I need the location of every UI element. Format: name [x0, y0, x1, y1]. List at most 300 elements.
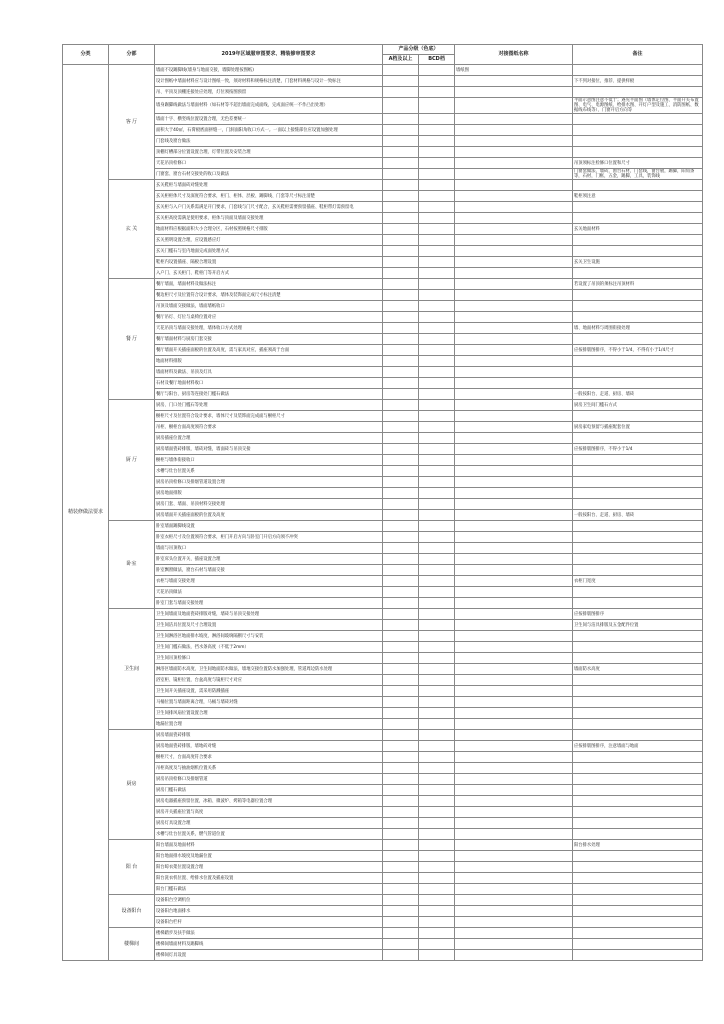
table-row — [63, 455, 703, 466]
remark-cell: 一般按阳台、走道、厨房、墙砖 — [573, 510, 703, 521]
requirement-cell: 石材及餐厅地面材料收口 — [155, 378, 383, 389]
grade-a-cell — [383, 906, 419, 917]
subcategory-cell: 厨房 — [109, 730, 155, 840]
requirement-cell: 天花吊顶做法 — [155, 587, 383, 598]
supplier-cell — [455, 312, 573, 323]
table-row — [63, 499, 703, 510]
remark-cell — [573, 147, 703, 158]
grade-bcd-cell — [419, 224, 455, 235]
table-row — [63, 76, 703, 87]
table-row — [63, 136, 703, 147]
grade-bcd-cell — [419, 752, 455, 763]
category-cell: 精装修做法要求 — [63, 65, 109, 961]
remark-cell — [573, 543, 703, 554]
remark-cell — [573, 653, 703, 664]
remark-cell — [573, 928, 703, 939]
remark-cell — [573, 334, 703, 345]
supplier-cell — [455, 807, 573, 818]
supplier-cell — [455, 708, 573, 719]
grade-a-cell — [383, 532, 419, 543]
supplier-cell — [455, 279, 573, 290]
table-row — [63, 862, 703, 873]
table-row — [63, 345, 703, 356]
supplier-cell — [455, 356, 573, 367]
table-row — [63, 675, 703, 686]
requirement-cell: 吊顶及墙面交接做法，墙面墙纸收口 — [155, 301, 383, 312]
grade-a-cell — [383, 136, 419, 147]
grade-bcd-cell — [419, 169, 455, 180]
supplier-cell — [455, 906, 573, 917]
supplier-cell — [455, 928, 573, 939]
table-row — [63, 785, 703, 796]
grade-bcd-cell — [419, 543, 455, 554]
grade-bcd-cell — [419, 906, 455, 917]
grade-a-cell — [383, 334, 419, 345]
table-row — [63, 741, 703, 752]
grade-bcd-cell — [419, 895, 455, 906]
remark-cell — [573, 301, 703, 312]
supplier-cell — [455, 257, 573, 268]
grade-a-cell — [383, 873, 419, 884]
supplier-cell — [455, 422, 573, 433]
supplier-cell — [455, 730, 573, 741]
remark-cell — [573, 895, 703, 906]
requirement-cell: 天花吊顶与墙面交接处理，墙体收口方式处理 — [155, 323, 383, 334]
supplier-cell — [455, 642, 573, 653]
supplier-cell — [455, 796, 573, 807]
requirement-cell: 设计图纸中墙面材料应与设计图纸一致，须对材料和规格标注清楚，门套材料规格与设计一致标注 — [155, 76, 383, 87]
remark-cell — [573, 356, 703, 367]
table-row — [63, 257, 703, 268]
supplier-cell — [455, 719, 573, 730]
grade-bcd-cell — [419, 730, 455, 741]
requirement-cell: 橱柜与墙体衔接收口 — [155, 455, 383, 466]
requirement-cell: 阳台墙面及地面材料 — [155, 840, 383, 851]
supplier-cell — [455, 158, 573, 169]
requirement-cell: 厨房插座位置合理 — [155, 433, 383, 444]
remark-cell — [573, 785, 703, 796]
remark-cell — [573, 884, 703, 895]
remark-cell — [573, 873, 703, 884]
table-row — [63, 708, 703, 719]
grade-a-cell — [383, 818, 419, 829]
remark-cell — [573, 290, 703, 301]
supplier-cell — [455, 774, 573, 785]
supplier-cell — [455, 202, 573, 213]
grade-bcd-cell — [419, 774, 455, 785]
supplier-cell — [455, 785, 573, 796]
table-row — [63, 169, 703, 180]
supplier-cell — [455, 433, 573, 444]
grade-bcd-cell — [419, 609, 455, 620]
remark-cell — [573, 950, 703, 961]
subcategory-cell: 餐 厅 — [109, 279, 155, 400]
requirement-cell: 厨房电器插座预留位置，冰箱、微波炉、烤箱等电器位置合理 — [155, 796, 383, 807]
grade-a-cell — [383, 708, 419, 719]
grade-a-cell — [383, 719, 419, 730]
grade-bcd-cell — [419, 76, 455, 87]
requirement-cell: 马桶位置与墙面距离合理，马桶与墙砖对缝 — [155, 697, 383, 708]
remark-cell: 玄关地面材料 — [573, 224, 703, 235]
requirement-cell: 淋浴区墙面防水高度、卫生间地面防水做法，墙地交接位置防水加强处理，管道周边防水处理 — [155, 664, 383, 675]
grade-bcd-cell — [419, 356, 455, 367]
grade-a-cell — [383, 895, 419, 906]
table-row — [63, 950, 703, 961]
requirement-cell: 阳台洗衣机位置、给排水位置及插座设置 — [155, 873, 383, 884]
remark-cell — [573, 213, 703, 224]
supplier-cell — [455, 917, 573, 928]
grade-bcd-cell — [419, 422, 455, 433]
grade-bcd-cell — [419, 785, 455, 796]
remark-cell — [573, 455, 703, 466]
requirement-cell: 卫生间开关插座设置，需采用防溅插座 — [155, 686, 383, 697]
supplier-cell — [455, 499, 573, 510]
requirement-cell: 餐厅吊灯、灯位与桌椅位置对应 — [155, 312, 383, 323]
requirement-cell: 设备阳台栏杆 — [155, 917, 383, 928]
table-row — [63, 653, 703, 664]
supplier-cell — [455, 389, 573, 400]
table-row — [63, 466, 703, 477]
grade-a-cell — [383, 785, 419, 796]
remark-cell — [573, 708, 703, 719]
supplier-cell — [455, 829, 573, 840]
table-row — [63, 851, 703, 862]
requirement-cell: 水槽与灶台位置关系，燃气管道位置 — [155, 829, 383, 840]
grade-a-cell — [383, 950, 419, 961]
remark-cell — [573, 906, 703, 917]
remark-cell — [573, 807, 703, 818]
remark-cell — [573, 565, 703, 576]
grade-a-cell — [383, 411, 419, 422]
grade-bcd-cell — [419, 136, 455, 147]
requirement-cell: 墙面材料及做法、吊顶及灯具 — [155, 367, 383, 378]
supplier-cell — [455, 598, 573, 609]
grade-a-cell — [383, 499, 419, 510]
grade-bcd-cell — [419, 741, 455, 752]
grade-bcd-cell — [419, 917, 455, 928]
grade-bcd-cell — [419, 301, 455, 312]
supplier-cell — [455, 851, 573, 862]
requirement-cell: 餐厅墙面开关插座面板的位置及高度，需与家具对应，插座须高于台面 — [155, 345, 383, 356]
remark-cell — [573, 499, 703, 510]
table-row — [63, 576, 703, 587]
supplier-cell — [455, 444, 573, 455]
table-row — [63, 917, 703, 928]
subcategory-cell: 设备阳台 — [109, 895, 155, 928]
grade-a-cell — [383, 169, 419, 180]
requirement-cell: 厨房灯具设置合理 — [155, 818, 383, 829]
supplier-cell — [455, 169, 573, 180]
supplier-cell — [455, 290, 573, 301]
table-row — [63, 697, 703, 708]
grade-a-cell — [383, 697, 419, 708]
requirement-cell: 玄关鞋柜与墙面砖对缝处理 — [155, 180, 383, 191]
table-row — [63, 334, 703, 345]
remark-cell — [573, 862, 703, 873]
subcategory-cell: 卫生间 — [109, 609, 155, 730]
table-row — [63, 312, 703, 323]
table-row — [63, 279, 703, 290]
grade-a-cell — [383, 76, 419, 87]
requirement-cell: 餐厅与阳台、厨房等连接处门槛石做法 — [155, 389, 383, 400]
grade-bcd-cell — [419, 213, 455, 224]
requirement-cell: 厨房地面瓷砖排版，墙地砖对缝 — [155, 741, 383, 752]
grade-bcd-cell — [419, 873, 455, 884]
grade-bcd-cell — [419, 323, 455, 334]
table-row — [63, 180, 703, 191]
grade-bcd-cell — [419, 147, 455, 158]
supplier-cell — [455, 510, 573, 521]
remark-cell: 应按排版图排序，不得小于1/4，不得有小于1/4尺寸 — [573, 345, 703, 356]
grade-bcd-cell — [419, 268, 455, 279]
grade-bcd-cell — [419, 807, 455, 818]
requirement-cell: 厨房吊顶检修口及排烟管道 — [155, 774, 383, 785]
supplier-cell — [455, 98, 573, 114]
grade-bcd-cell — [419, 477, 455, 488]
supplier-cell — [455, 543, 573, 554]
grade-bcd-cell — [419, 433, 455, 444]
grade-bcd-cell — [419, 950, 455, 961]
requirement-cell: 卫生间门槛石做法，挡水条高度（不低于2mm） — [155, 642, 383, 653]
header-remarks: 备注 — [573, 45, 703, 65]
remark-cell — [573, 411, 703, 422]
grade-a-cell — [383, 202, 419, 213]
requirement-cell: 设备阳台地面排水 — [155, 906, 383, 917]
table-row — [63, 224, 703, 235]
table-row — [63, 752, 703, 763]
supplier-cell — [455, 411, 573, 422]
requirement-cell: 门套线及窗台做法 — [155, 136, 383, 147]
grade-a-cell — [383, 752, 419, 763]
table-row — [63, 235, 703, 246]
table-row — [63, 807, 703, 818]
remark-cell: 玄关卫生设施 — [573, 257, 703, 268]
header-supplier: 对接图纸名称 — [455, 45, 573, 65]
remark-cell — [573, 719, 703, 730]
grade-bcd-cell — [419, 620, 455, 631]
remark-cell — [573, 917, 703, 928]
remark-cell: 鞋柜须注意 — [573, 191, 703, 202]
supplier-cell — [455, 895, 573, 906]
requirement-cell: 鞋柜内设置插座、隔板合理设置 — [155, 257, 383, 268]
grade-bcd-cell — [419, 928, 455, 939]
supplier-cell — [455, 136, 573, 147]
requirement-cell: 浴室柜、镜柜位置，台盆高度与镜柜尺寸对应 — [155, 675, 383, 686]
remark-cell — [573, 521, 703, 532]
requirement-cell: 餐边柜尺寸及位置符合设计要求，墙体及装饰面完成尺寸标注清楚 — [155, 290, 383, 301]
table-body — [63, 65, 703, 961]
remark-cell: 阳台排水处理 — [573, 840, 703, 851]
grade-a-cell — [383, 400, 419, 411]
remark-cell — [573, 87, 703, 98]
grade-a-cell — [383, 587, 419, 598]
supplier-cell — [455, 246, 573, 257]
remark-cell — [573, 829, 703, 840]
grade-bcd-cell — [419, 763, 455, 774]
table-row — [63, 664, 703, 675]
supplier-cell — [455, 653, 573, 664]
table-row — [63, 906, 703, 917]
grade-bcd-cell — [419, 884, 455, 895]
remark-cell — [573, 136, 703, 147]
grade-a-cell — [383, 620, 419, 631]
remark-cell: 吊顶须标注检修口位置和尺寸 — [573, 158, 703, 169]
grade-a-cell — [383, 433, 419, 444]
requirement-cell: 橱柜尺寸，台面高度符合要求 — [155, 752, 383, 763]
requirement-cell: 墙身踢脚线做法与墙面材料（如石材等不超出墙面完成面线，完成面应统一不作凸出处理） — [155, 98, 383, 114]
table-row — [63, 400, 703, 411]
requirement-cell: 玄关照明设置合理，应设置感应灯 — [155, 235, 383, 246]
remark-cell — [573, 675, 703, 686]
grade-bcd-cell — [419, 686, 455, 697]
remark-cell — [573, 125, 703, 136]
remark-cell: 平面示意图注意不低于；遇见平面图（墙体定位图、平面开关布置图、电气、电源图纸、给排水图、开灯户型及施工、消防图纸、数据线布线等）、门窗开启方向等 — [573, 98, 703, 114]
grade-a-cell — [383, 884, 419, 895]
grade-bcd-cell — [419, 664, 455, 675]
grade-bcd-cell — [419, 191, 455, 202]
table-row — [63, 686, 703, 697]
supplier-cell — [455, 334, 573, 345]
grade-a-cell — [383, 928, 419, 939]
grade-a-cell — [383, 840, 419, 851]
table-row — [63, 411, 703, 422]
grade-a-cell — [383, 829, 419, 840]
table-row — [63, 763, 703, 774]
header-grade-bcd: BCD档 — [419, 55, 455, 65]
supplier-cell — [455, 268, 573, 279]
remark-cell — [573, 851, 703, 862]
requirement-cell: 天花吊顶检修口 — [155, 158, 383, 169]
grade-bcd-cell — [419, 521, 455, 532]
requirement-cell: 厨房吊顶检修口及排烟管道设置合理 — [155, 477, 383, 488]
header-subcategory: 分部 — [109, 45, 155, 65]
grade-bcd-cell — [419, 675, 455, 686]
supplier-cell — [455, 675, 573, 686]
table-row — [63, 433, 703, 444]
requirement-cell: 楼梯踏步及扶手做法 — [155, 928, 383, 939]
grade-bcd-cell — [419, 939, 455, 950]
grade-a-cell — [383, 114, 419, 125]
grade-bcd-cell — [419, 510, 455, 521]
supplier-cell — [455, 565, 573, 576]
grade-bcd-cell — [419, 411, 455, 422]
grade-a-cell — [383, 356, 419, 367]
grade-a-cell — [383, 675, 419, 686]
grade-a-cell — [383, 653, 419, 664]
table-row — [63, 609, 703, 620]
requirement-cell: 厨房墙面开关插座面板的位置及高度 — [155, 510, 383, 521]
grade-a-cell — [383, 763, 419, 774]
table-row — [63, 301, 703, 312]
remark-cell — [573, 774, 703, 785]
supplier-cell — [455, 554, 573, 565]
supplier-cell — [455, 862, 573, 873]
remark-cell: 墙、地面材料与周围衔接处理 — [573, 323, 703, 334]
requirement-cell: 玄关门槛石与室内地面完成面处理方式 — [155, 246, 383, 257]
requirement-cell: 设备阳台空调机位 — [155, 895, 383, 906]
grade-bcd-cell — [419, 631, 455, 642]
supplier-cell — [455, 950, 573, 961]
grade-bcd-cell — [419, 862, 455, 873]
supplier-cell — [455, 741, 573, 752]
supplier-cell — [455, 367, 573, 378]
grade-bcd-cell — [419, 87, 455, 98]
requirement-cell: 卧室墙面踢脚线设置 — [155, 521, 383, 532]
requirement-cell: 厨房开关插座位置与高度 — [155, 807, 383, 818]
grade-a-cell — [383, 521, 419, 532]
supplier-cell — [455, 840, 573, 851]
grade-bcd-cell — [419, 565, 455, 576]
grade-a-cell — [383, 279, 419, 290]
table-row — [63, 213, 703, 224]
grade-a-cell — [383, 862, 419, 873]
grade-bcd-cell — [419, 653, 455, 664]
grade-bcd-cell — [419, 488, 455, 499]
supplier-cell — [455, 147, 573, 158]
table-header — [63, 45, 703, 65]
remark-cell — [573, 65, 703, 76]
requirement-cell: 卫生间排风扇位置设置合理 — [155, 708, 383, 719]
grade-a-cell — [383, 631, 419, 642]
table-row — [63, 928, 703, 939]
remark-cell: 应按排版图排序，不得小于1/4 — [573, 444, 703, 455]
requirement-cell: 吊、平顶及顶棚连接处应处理，灯位须按图预留 — [155, 87, 383, 98]
grade-a-cell — [383, 158, 419, 169]
table-row — [63, 840, 703, 851]
requirement-cell: 卫生间墙面及地面瓷砖排版对缝，墙砖与吊顶交接处理 — [155, 609, 383, 620]
grade-bcd-cell — [419, 697, 455, 708]
table-row — [63, 543, 703, 554]
remark-cell — [573, 532, 703, 543]
remark-cell: 一般按阳台、走道、厨房、墙砖 — [573, 389, 703, 400]
remark-cell — [573, 477, 703, 488]
remark-cell — [573, 763, 703, 774]
table-row — [63, 521, 703, 532]
remark-cell: 若设置了吊顶的须标注吊顶材料 — [573, 279, 703, 290]
supplier-cell — [455, 224, 573, 235]
requirement-cell: 卫生间洁具位置及尺寸合理设置 — [155, 620, 383, 631]
grade-a-cell — [383, 444, 419, 455]
remark-cell — [573, 378, 703, 389]
table-row — [63, 895, 703, 906]
supplier-cell — [455, 455, 573, 466]
table-row — [63, 367, 703, 378]
table-row — [63, 884, 703, 895]
supplier-cell — [455, 87, 573, 98]
grade-a-cell — [383, 301, 419, 312]
grade-bcd-cell — [419, 642, 455, 653]
grade-a-cell — [383, 224, 419, 235]
requirement-cell: 卧室门套与墙面交接处理 — [155, 598, 383, 609]
table-row — [63, 389, 703, 400]
remark-cell — [573, 642, 703, 653]
table-row — [63, 796, 703, 807]
requirement-cell: 阳台地面排水坡度及地漏位置 — [155, 851, 383, 862]
grade-bcd-cell — [419, 158, 455, 169]
grade-a-cell — [383, 268, 419, 279]
remark-cell — [573, 312, 703, 323]
table-row — [63, 444, 703, 455]
supplier-cell — [455, 521, 573, 532]
supplier-cell — [455, 939, 573, 950]
header-requirement: 2019年区域服审图要求、精装修审图要求 — [155, 45, 383, 65]
grade-bcd-cell — [419, 65, 455, 76]
grade-bcd-cell — [419, 202, 455, 213]
table-row — [63, 719, 703, 730]
supplier-cell — [455, 697, 573, 708]
requirement-cell: 厨房、门口处门槛石等处理 — [155, 400, 383, 411]
table-row — [63, 356, 703, 367]
